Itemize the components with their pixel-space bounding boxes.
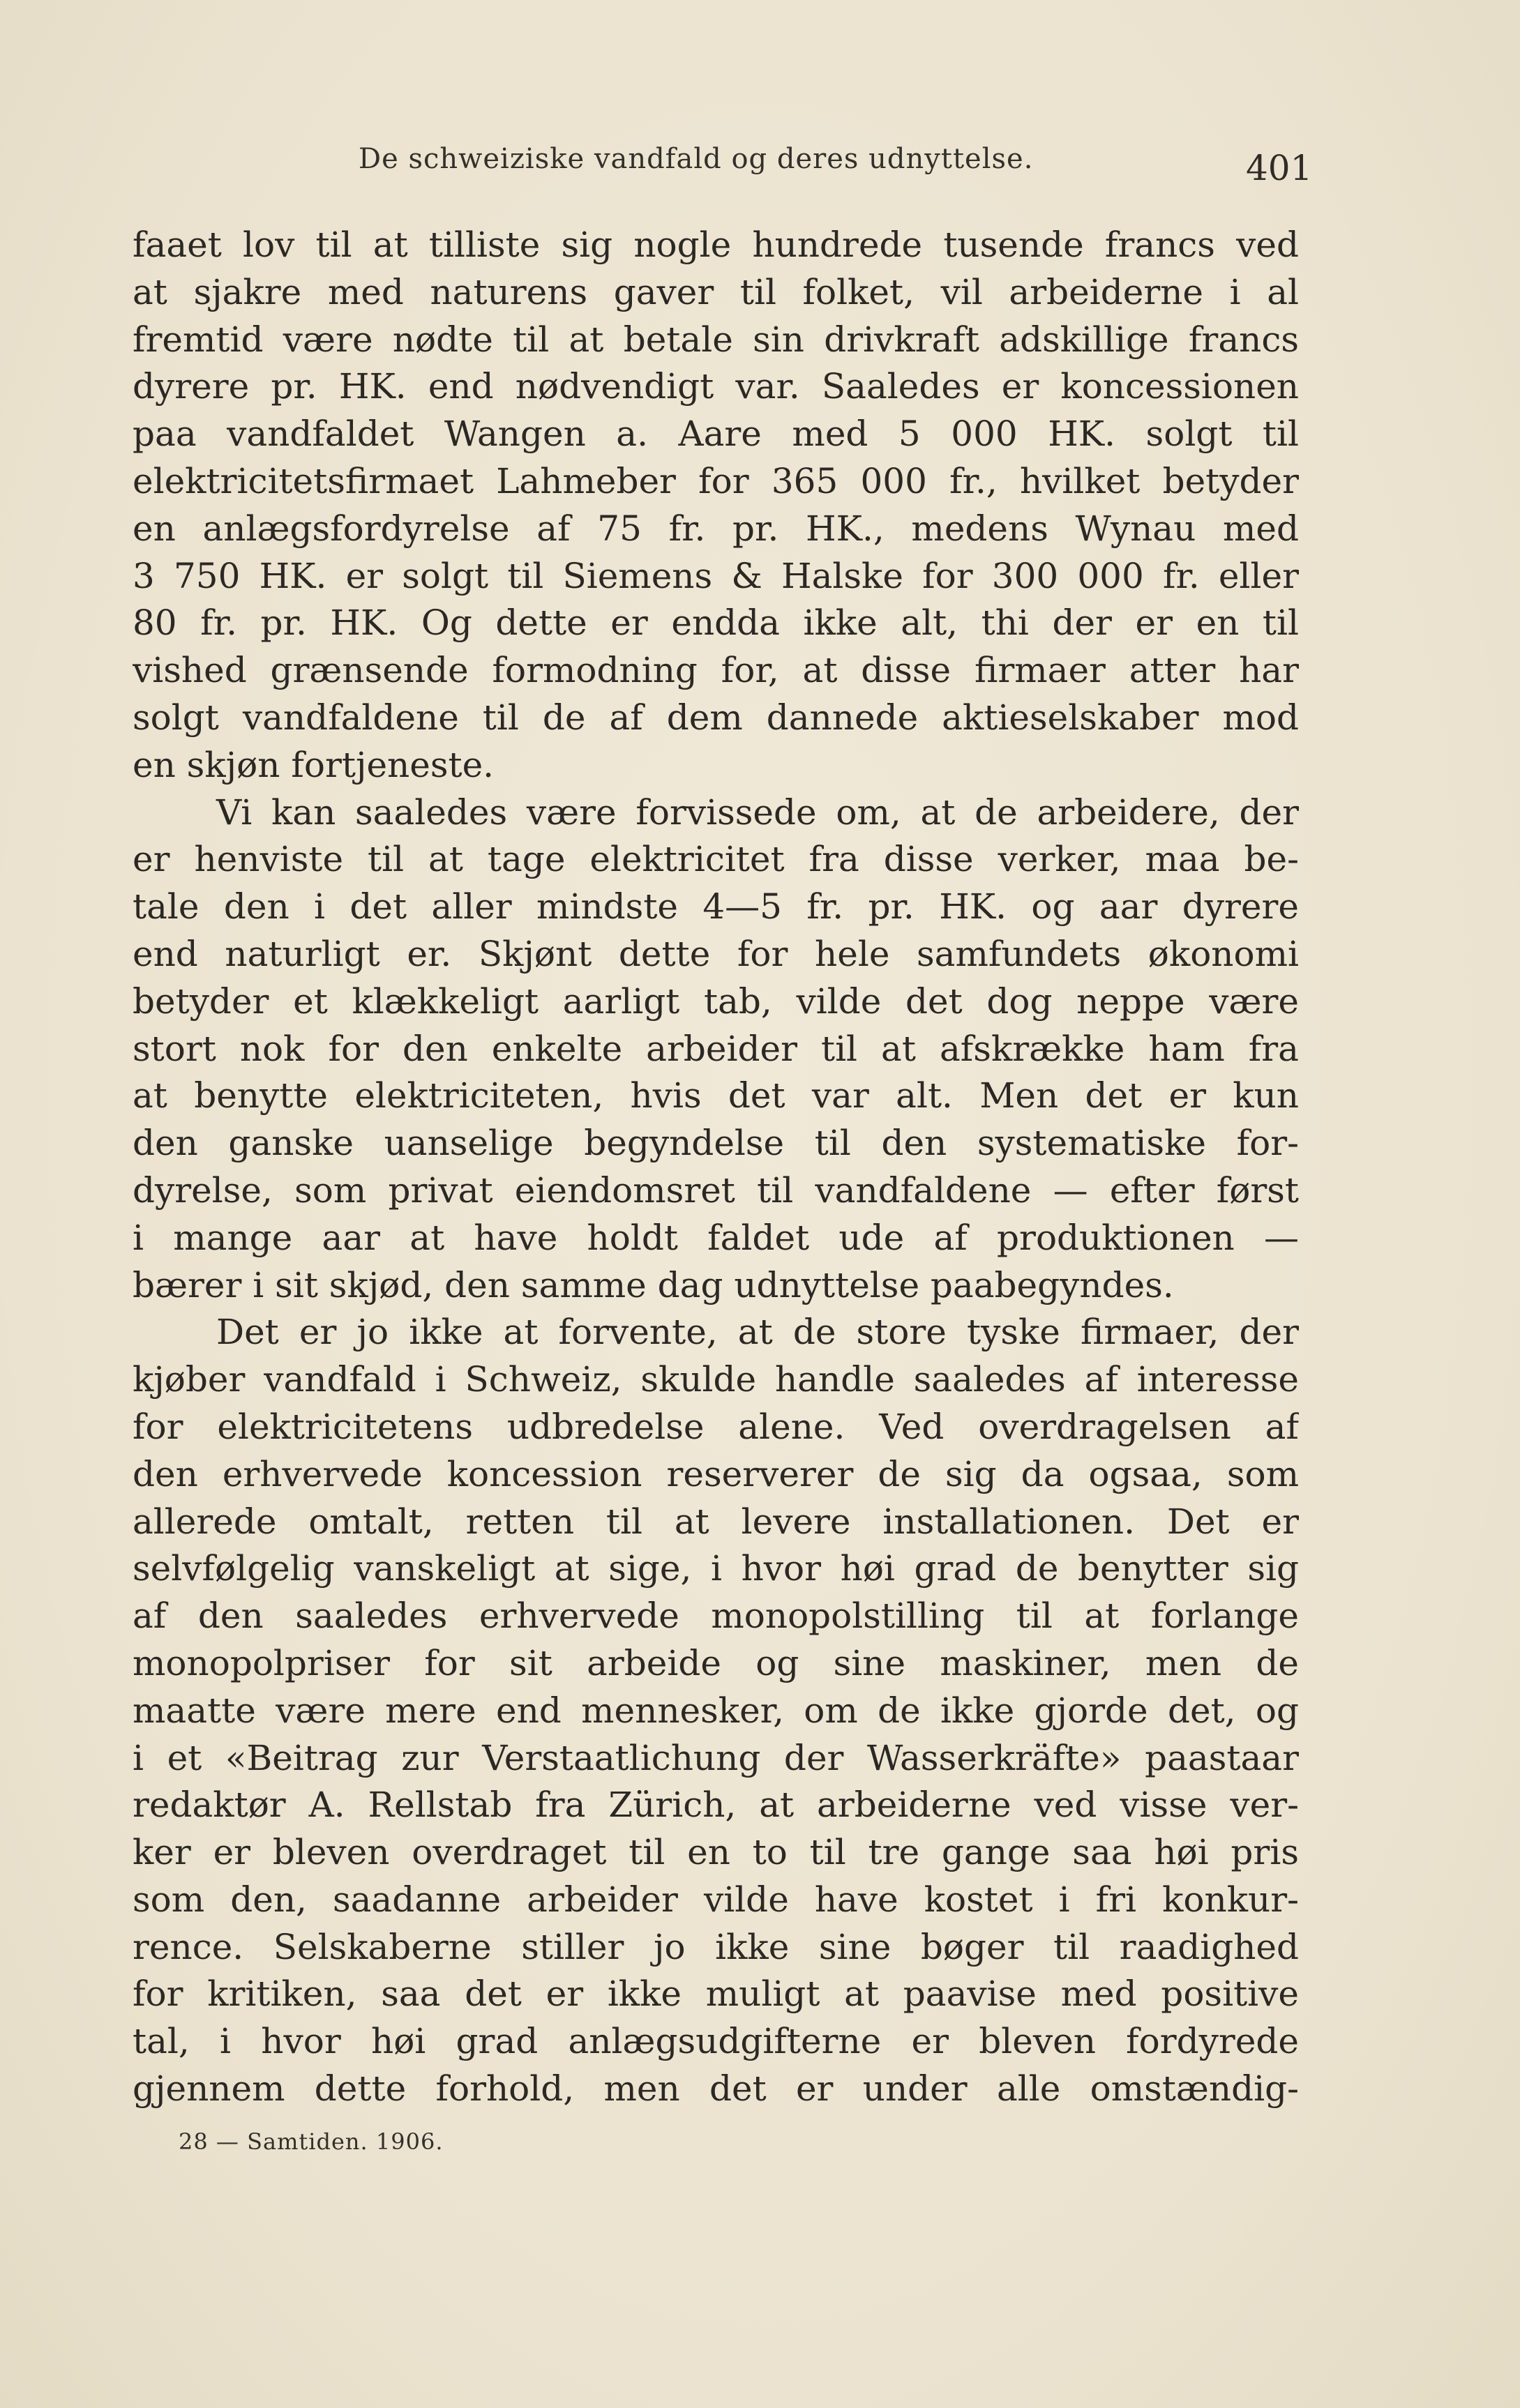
text-line: maatte være mere end mennesker, om de ikke gjorde det, og <box>133 1690 1299 1731</box>
text-line: den ganske uanselige begyndelse til den systematiske for- <box>133 1123 1299 1164</box>
text-line: i mange aar at have holdt faldet ude af produktionen — <box>133 1217 1299 1258</box>
text-line: en skjøn fortjeneste. <box>133 744 495 785</box>
text-line: 3 750 HK. er solgt til Siemens & Halske for 300 000 fr. eller <box>133 555 1299 596</box>
text-line: rence. Selskaberne stiller jo ikke sine bøger til raadighed <box>133 1926 1299 1967</box>
text-line: betyder et klækkeligt aarligt tab, vilde det dog neppe være <box>133 980 1299 1022</box>
text-line: allerede omtalt, retten til at levere installationen. Det er <box>133 1501 1299 1542</box>
printer-signature: 28 — Samtiden. 1906. <box>179 2128 444 2155</box>
text-line: monopolpriser for sit arbeide og sine maskiner, men de <box>133 1642 1299 1683</box>
page-number: 401 <box>1246 148 1313 188</box>
text-line: af den saaledes erhvervede monopolstilling til at forlange <box>133 1596 1299 1637</box>
text-line: i et «Beitrag zur Verstaatlichung der Wasserkräfte» paastaar <box>133 1737 1299 1778</box>
text-line: kjøber vandfald i Schweiz, skulde handle saaledes af interesse <box>133 1359 1299 1400</box>
text-line: ker er bleven overdraget til en to til tre gange saa høi pris <box>133 1832 1299 1873</box>
text-line: den erhvervede koncession reserverer de sig da ogsaa, som <box>133 1453 1299 1494</box>
text-line: at benytte elektriciteten, hvis det var alt. Men det er kun <box>133 1075 1299 1116</box>
text-line: dyrelse, som privat eiendomsret til vandfaldene — efter først <box>133 1169 1299 1211</box>
text-line: for elektricitetens udbredelse alene. Ved overdragelsen af <box>133 1406 1299 1447</box>
text-line: paa vandfaldet Wangen a. Aare med 5 000 HK. solgt til <box>133 414 1299 455</box>
text-line: tale den i det aller mindste 4—5 fr. pr. HK. og aar dyrere <box>133 886 1299 927</box>
text-line: end naturligt er. Skjønt dette for hele samfundets økonomi <box>133 933 1299 974</box>
text-line: redaktør A. Rellstab fra Zürich, at arbeiderne ved visse ver- <box>133 1785 1299 1826</box>
text-line: 80 fr. pr. HK. Og dette er endda ikke alt, thi der er en til <box>133 603 1299 644</box>
paragraph-start-line: Vi kan saaledes være forvissede om, at de arbeidere, der <box>216 792 1299 833</box>
text-line: selvfølgelig vanskeligt at sige, i hvor høi grad de benytter sig <box>133 1548 1299 1589</box>
text-line: en anlægsfordyrelse af 75 fr. pr. HK., medens Wynau med <box>133 508 1299 549</box>
paragraph-start-line: Det er jo ikke at forvente, at de store tyske firmaer, der <box>216 1312 1299 1353</box>
running-title: De schweiziske vandfald og deres udnyttelse. <box>359 143 1034 175</box>
text-line: dyrere pr. HK. end nødvendigt var. Saaledes er koncessionen <box>133 366 1299 407</box>
text-line: vished grænsende formodning for, at disse firmaer atter har <box>133 650 1299 691</box>
text-line: som den, saadanne arbeider vilde have kostet i fri konkur- <box>133 1879 1299 1920</box>
text-line: bærer i sit skjød, den samme dag udnyttelse paabegyndes. <box>133 1264 1174 1305</box>
text-line: tal, i hvor høi grad anlægsudgifterne er bleven fordyrede <box>133 2021 1299 2062</box>
text-line: er henviste til at tage elektricitet fra disse verker, maa be- <box>133 839 1299 880</box>
text-line: at sjakre med naturens gaver til folket, vil arbeiderne i al <box>133 271 1299 312</box>
text-line: gjennem dette forhold, men det er under alle omstændig- <box>133 2068 1299 2110</box>
text-line: faaet lov til at tilliste sig nogle hundrede tusende francs ved <box>133 225 1299 265</box>
body-text <box>133 222 1299 2113</box>
text-line: for kritiken, saa det er ikke muligt at paavise med positive <box>133 1974 1299 2015</box>
text-line: fremtid være nødte til at betale sin drivkraft adskillige francs <box>133 319 1299 360</box>
text-line: stort nok for den enkelte arbeider til at afskrække ham fra <box>133 1028 1299 1069</box>
text-line: elektricitetsfirmaet Lahmeber for 365 000 fr., hvilket betyder <box>133 460 1299 501</box>
text-line: solgt vandfaldene til de af dem dannede aktieselskaber mod <box>133 697 1299 738</box>
